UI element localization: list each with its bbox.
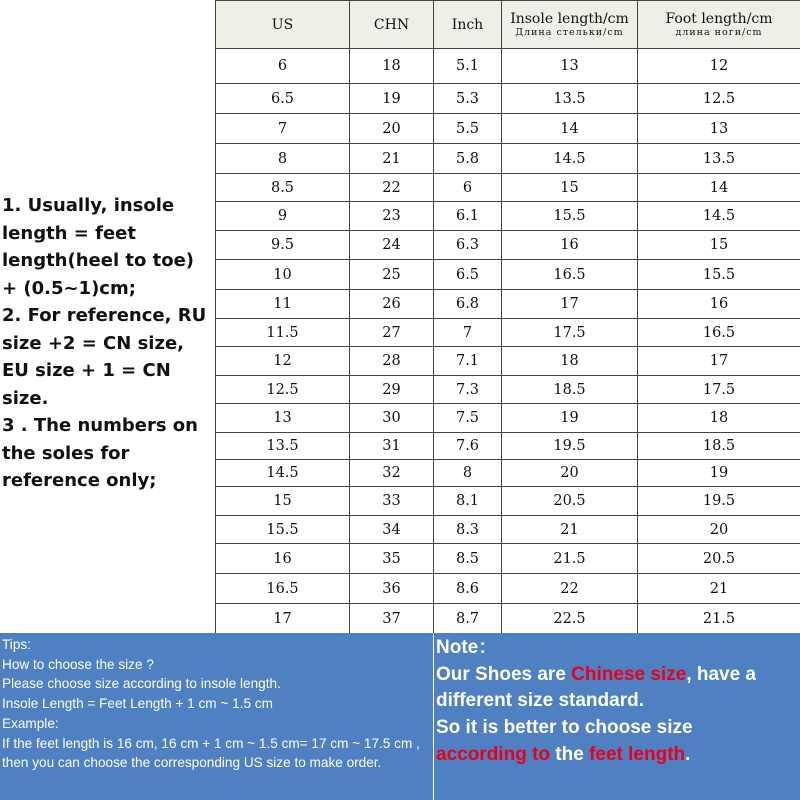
cell-chn-size: 20 (350, 114, 434, 144)
cell-inch: 8.7 (434, 604, 502, 634)
cell-foot-length: 15 (638, 231, 800, 260)
cell-chn-size: 30 (350, 404, 434, 433)
tips-line: If the feet length is 16 cm, 16 cm + 1 cm ~ 1.5 cm= 17 cm ~ 17.5 cm , then you can choose the corresponding US size to make order. (2, 735, 420, 771)
size-chart-table (215, 0, 800, 634)
header-foot-ru: длина ноги/cm (675, 26, 763, 38)
header-insole-length (502, 1, 638, 49)
tips-title: Tips: (2, 637, 31, 652)
cell-us-size: 13 (216, 404, 350, 433)
cell-foot-length: 20 (638, 516, 800, 544)
cell-insole-length: 14 (502, 114, 638, 144)
table-row (216, 174, 800, 202)
cell-us-size: 12 (216, 347, 350, 376)
cell-foot-length: 20.5 (638, 544, 800, 574)
highlight-chinese-size: Chinese size (571, 663, 687, 685)
cell-chn-size: 21 (350, 144, 434, 174)
cell-foot-length: 16.5 (638, 319, 800, 347)
table-row (216, 604, 800, 634)
cell-foot-length: 12 (638, 49, 800, 84)
cell-inch: 5.1 (434, 49, 502, 84)
cell-inch: 8 (434, 460, 502, 487)
cell-chn-size: 26 (350, 290, 434, 319)
cell-insole-length: 17.5 (502, 319, 638, 347)
cell-foot-length: 17.5 (638, 376, 800, 404)
cell-chn-size: 28 (350, 347, 434, 376)
table-row (216, 260, 800, 290)
cell-foot-length: 14 (638, 174, 800, 202)
cell-chn-size: 36 (350, 574, 434, 604)
cell-chn-size: 35 (350, 544, 434, 574)
header-chn: CHN (350, 1, 434, 49)
cell-chn-size: 25 (350, 260, 434, 290)
cell-inch: 5.3 (434, 84, 502, 114)
cell-inch: 6.3 (434, 231, 502, 260)
cell-insole-length: 15.5 (502, 202, 638, 231)
cell-us-size: 15.5 (216, 516, 350, 544)
cell-chn-size: 33 (350, 487, 434, 516)
cell-insole-length: 16 (502, 231, 638, 260)
table-body (216, 49, 800, 634)
highlight-feet-length: feet length (589, 743, 686, 765)
header-inch: Inch (434, 1, 502, 49)
header-insole-en: Insole length/cm (510, 10, 629, 27)
cell-insole-length: 15 (502, 174, 638, 202)
cell-us-size: 6 (216, 49, 350, 84)
cell-us-size: 17 (216, 604, 350, 634)
note-text-1: Our Shoes are Chinese size, have a different size standard. (436, 663, 756, 712)
cell-chn-size: 23 (350, 202, 434, 231)
cell-inch: 6.5 (434, 260, 502, 290)
table-row (216, 202, 800, 231)
cell-us-size: 16 (216, 544, 350, 574)
highlight-according-to: according to (436, 743, 551, 765)
table-row (216, 460, 800, 487)
cell-us-size: 12.5 (216, 376, 350, 404)
cell-insole-length: 19 (502, 404, 638, 433)
note-text-2: So it is better to choose size (436, 717, 693, 739)
cell-insole-length: 19.5 (502, 433, 638, 460)
cell-chn-size: 32 (350, 460, 434, 487)
cell-inch: 7.1 (434, 347, 502, 376)
cell-us-size: 6.5 (216, 84, 350, 114)
cell-inch: 5.5 (434, 114, 502, 144)
cell-foot-length: 19 (638, 460, 800, 487)
cell-chn-size: 34 (350, 516, 434, 544)
cell-foot-length: 13 (638, 114, 800, 144)
cell-foot-length: 21 (638, 574, 800, 604)
cell-us-size: 11.5 (216, 319, 350, 347)
cell-insole-length: 13 (502, 49, 638, 84)
cell-inch: 5.8 (434, 144, 502, 174)
table-row (216, 49, 800, 84)
cell-foot-length: 18.5 (638, 433, 800, 460)
cell-insole-length: 16.5 (502, 260, 638, 290)
header-foot-length (638, 1, 800, 49)
cell-insole-length: 13.5 (502, 84, 638, 114)
table-header-row (216, 1, 800, 49)
cell-us-size: 8.5 (216, 174, 350, 202)
cell-inch: 8.5 (434, 544, 502, 574)
cell-insole-length: 18 (502, 347, 638, 376)
table-row (216, 290, 800, 319)
cell-inch: 8.6 (434, 574, 502, 604)
cell-insole-length: 22 (502, 574, 638, 604)
tips-line: Please choose size according to insole length. (2, 676, 281, 692)
sizing-notes (2, 192, 214, 495)
cell-insole-length: 21.5 (502, 544, 638, 574)
cell-us-size: 10 (216, 260, 350, 290)
tips-line: How to choose the size ? (2, 656, 154, 672)
table-row (216, 231, 800, 260)
cell-inch: 7.3 (434, 376, 502, 404)
cell-inch: 8.1 (434, 487, 502, 516)
cell-chn-size: 27 (350, 319, 434, 347)
table-row (216, 347, 800, 376)
cell-inch: 8.3 (434, 516, 502, 544)
table-row (216, 487, 800, 516)
cell-chn-size: 19 (350, 84, 434, 114)
cell-foot-length: 16 (638, 290, 800, 319)
cell-chn-size: 18 (350, 49, 434, 84)
cell-chn-size: 29 (350, 376, 434, 404)
table-row (216, 84, 800, 114)
cell-foot-length: 18 (638, 404, 800, 433)
table-row (216, 376, 800, 404)
cell-insole-length: 14.5 (502, 144, 638, 174)
table-row (216, 544, 800, 574)
note-panel (434, 633, 800, 800)
cell-insole-length: 17 (502, 290, 638, 319)
cell-us-size: 15 (216, 487, 350, 516)
table-row (216, 516, 800, 544)
table-row (216, 404, 800, 433)
cell-inch: 6 (434, 174, 502, 202)
cell-chn-size: 31 (350, 433, 434, 460)
cell-us-size: 9.5 (216, 231, 350, 260)
cell-us-size: 16.5 (216, 574, 350, 604)
header-insole-ru: Длина стельки/cm (515, 26, 624, 38)
cell-us-size: 11 (216, 290, 350, 319)
cell-us-size: 13.5 (216, 433, 350, 460)
table-row (216, 114, 800, 144)
cell-chn-size: 24 (350, 231, 434, 260)
cell-us-size: 8 (216, 144, 350, 174)
table-row (216, 144, 800, 174)
tips-line: Insole Length = Feet Length + 1 cm ~ 1.5 cm (2, 696, 273, 712)
cell-insole-length: 22.5 (502, 604, 638, 634)
cell-insole-length: 20 (502, 460, 638, 487)
header-us: US (216, 1, 350, 49)
cell-inch: 7.6 (434, 433, 502, 460)
note-item: 1. Usually, insole length = feet length(heel to toe) + (0.5~1)cm; (2, 195, 195, 299)
tips-panel (0, 633, 433, 800)
table-row (216, 319, 800, 347)
note-text-3: according to the feet length. (436, 743, 691, 765)
cell-chn-size: 37 (350, 604, 434, 634)
table-row (216, 433, 800, 460)
cell-foot-length: 19.5 (638, 487, 800, 516)
cell-inch: 7.5 (434, 404, 502, 433)
note-item: 2. For reference, RU size +2 = CN size, EU size + 1 = CN size. (2, 305, 207, 409)
table-row (216, 574, 800, 604)
cell-foot-length: 21.5 (638, 604, 800, 634)
cell-foot-length: 12.5 (638, 84, 800, 114)
cell-insole-length: 18.5 (502, 376, 638, 404)
cell-insole-length: 20.5 (502, 487, 638, 516)
tips-line: Example: (2, 715, 59, 731)
cell-inch: 6.1 (434, 202, 502, 231)
cell-us-size: 14.5 (216, 460, 350, 487)
cell-insole-length: 21 (502, 516, 638, 544)
cell-us-size: 7 (216, 114, 350, 144)
note-title: Note： (436, 637, 498, 658)
cell-foot-length: 14.5 (638, 202, 800, 231)
header-foot-en: Foot length/cm (665, 10, 773, 27)
note-item: 3 . The numbers on the soles for reference only; (2, 415, 198, 491)
cell-inch: 7 (434, 319, 502, 347)
cell-foot-length: 15.5 (638, 260, 800, 290)
cell-inch: 6.8 (434, 290, 502, 319)
cell-chn-size: 22 (350, 174, 434, 202)
cell-us-size: 9 (216, 202, 350, 231)
cell-foot-length: 17 (638, 347, 800, 376)
cell-foot-length: 13.5 (638, 144, 800, 174)
